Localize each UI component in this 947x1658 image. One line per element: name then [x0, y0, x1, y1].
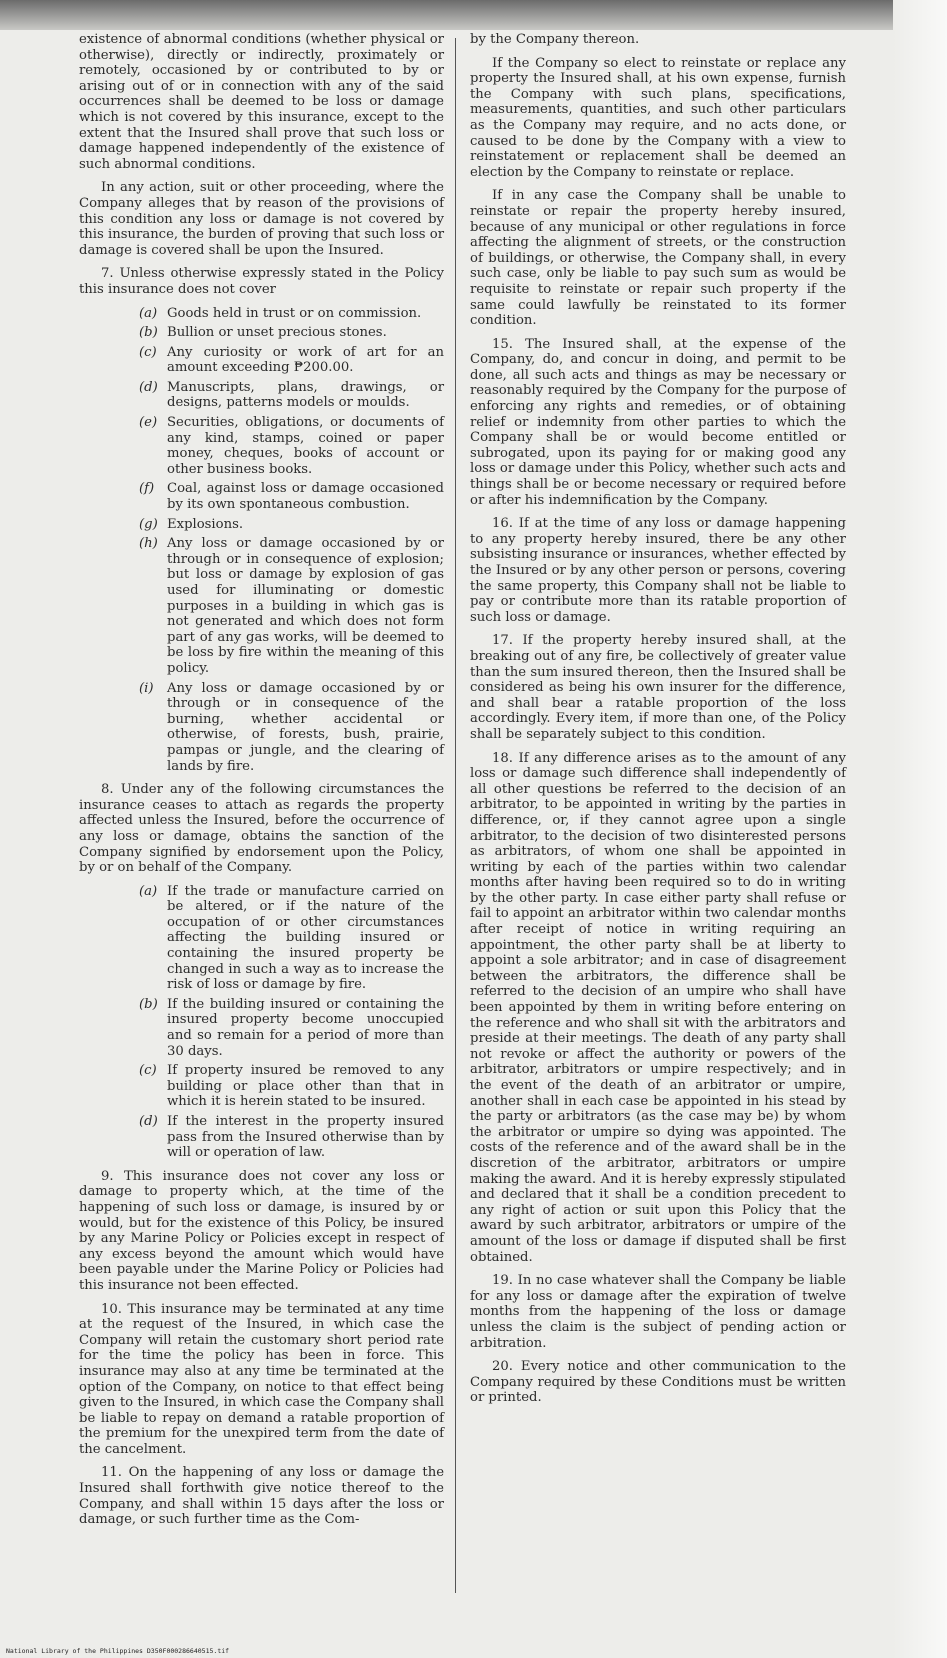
list-item	[79, 884, 444, 993]
list-item	[79, 1114, 444, 1161]
condition-8: 8. Under any of the following circumstances the insurance ceases to attach as regards the property affected unless the Insured, before the occurrence of any loss or damage, obtains the sanction of the Company signified by endorsement upon the Policy, by or on behalf of the Company.	[79, 782, 444, 876]
reinstate-paragraph: If the Company so elect to reinstate or replace any property the Insured shall, at his own expense, furnish the Company with such plans, specifications, measurements, quantities, and such other particulars as the Company may require, and no acts done, or caused to be done by the Company with a view to reinstatement or replacement shall be deemed an election by the Company to reinstate or replace.	[470, 55, 846, 180]
list-item	[79, 517, 444, 533]
continuation-line: by the Company thereon.	[470, 32, 640, 47]
scan-top-shadow	[0, 0, 947, 30]
item-text: Any loss or damage occasioned by or through or in consequence of the burning, whether accidental or otherwise, of forests, bush, prairie, pampas or jungle, and the clearing of lands by fire.	[167, 680, 444, 774]
item-text: If the building insured or containing the insured property become unoccupied and so remain for a period of more than 30 days.	[167, 996, 444, 1059]
item-label: (c)	[139, 1063, 157, 1079]
condition-11: 11. On the happening of any loss or damage the Insured shall forthwith give notice thereof to the Company, and shall within 15 days after the loss or damage, or such further time as the Com-	[79, 1465, 444, 1528]
item-text: If property insured be removed to any building or place other than that in which it is herein stated to be insured.	[167, 1063, 444, 1110]
item-text: Bullion or unset precious stones.	[167, 325, 387, 341]
burden-of-proof-paragraph: In any action, suit or other proceeding, where the Company alleges that by reason of the provisions of this condition any loss or damage is not covered by this insurance, the burden of proving that such loss or damage is covered shall be upon the Insured.	[79, 180, 444, 258]
list-item	[79, 415, 444, 477]
condition-7-list	[79, 306, 444, 775]
item-label: (g)	[139, 516, 158, 532]
scan-footer-caption: National Library of the Philippines D350F000286640515.tif	[6, 1647, 230, 1655]
list-item	[79, 345, 444, 376]
item-text: Explosions.	[167, 516, 244, 532]
left-column	[79, 32, 444, 1536]
item-label: (c)	[139, 344, 157, 360]
item-label: (d)	[139, 1114, 158, 1129]
item-label: (b)	[139, 996, 158, 1012]
list-item	[79, 997, 444, 1059]
condition-18: 18. If any difference arises as to the amount of any loss or damage such difference shall independently of all other questions be referred to the decision of an arbitrator, to be appointed in writing by the parties in difference, or, if they cannot agree upon a single arbitrator, to the decision of two disinterested persons as arbitrators, of whom one shall be appointed in writing by each of the parties within two calendar months after having been required so to do in writing by the other party. In case either party shall refuse or fail to appoint an arbitrator within two calendar months after receipt of notice in writing requiring an appointment, the other party shall be at liberty to appoint a sole arbitrator; and in case of disagreement between the arbitrators, the difference shall be referred to the decision of an umpire who shall have been appointed by them in writing before entering on the reference and who shall sit with the arbitrators and preside at their meetings. The death of any party shall not revoke or affect the authority or powers of the arbitrator, arbitrators or umpire respectively; and in the event of the death of an arbitrator or umpire, another shall in each case be appointed in his stead by the party or arbitrators (as the case may be) by whom the arbitrator or umpire so dying was appointed. The costs of the reference and of the award shall be in the discretion of the arbitrator, arbitrators or umpire making the award. And it is hereby expressly stipulated and declared that it shall be a condition precedent to any right of action or suit upon this Policy that the award by such arbitrator, arbitrators or umpire of the amount of the loss or damage if disputed shall be first obtained.	[470, 750, 846, 1265]
item-text: Any curiosity or work of art for an amount exceeding ₱200.00.	[167, 344, 444, 376]
list-item	[79, 681, 444, 775]
item-label: (d)	[139, 379, 158, 395]
scan-right-margin	[893, 0, 947, 1658]
item-text: Manuscripts, plans, drawings, or designs, patterns models or moulds.	[167, 379, 444, 411]
list-item	[79, 380, 444, 411]
intro-paragraph: existence of abnormal conditions (whether physical or otherwise), directly or indirectly, proximately or remotely, occasioned by or contributed to by or arising out of or in connection with any of the said occurrences shall be deemed to be loss or damage which is not covered by this insurance, except to the extent that the Insured shall prove that such loss or damage happened independently of the existence of such abnormal conditions.	[79, 32, 444, 172]
list-item	[79, 1063, 444, 1110]
condition-19: 19. In no case whatever shall the Company be liable for any loss or damage after the expiration of twelve months from the happening of the loss or damage unless the claim is the subject of pending action or arbitration.	[470, 1273, 846, 1351]
item-label: (a)	[139, 883, 158, 899]
list-item	[79, 325, 444, 341]
item-text: Securities, obligations, or documents of any kind, stamps, coined or paper money, cheques, books of account or other business books.	[167, 415, 444, 477]
list-item	[79, 481, 444, 512]
condition-8-list	[79, 884, 444, 1161]
condition-9: 9. This insurance does not cover any loss or damage to property which, at the time of the happening of such loss or damage, is insured by or would, but for the existence of this Policy, be insured by any Marine Policy or Policies except in respect of any excess beyond the amount which would have been payable under the Marine Policy or Policies had this insurance not been effected.	[79, 1168, 444, 1293]
item-text: Any loss or damage occasioned by or through or in consequence of explosion; but loss or damage by explosion of gas used for illuminating or domestic purposes in a building in which gas is not generated and which does not form part of any gas works, will be deemed to be loss by fire within the meaning of this policy.	[167, 536, 444, 676]
item-text: If the interest in the property insured pass from the Insured otherwise than by will or operation of law.	[167, 1114, 444, 1161]
item-label: (e)	[139, 415, 158, 431]
item-label: (a)	[139, 305, 158, 321]
condition-20: 20. Every notice and other communication to the Company required by these Conditions must be written or printed.	[470, 1359, 846, 1406]
item-label: (i)	[139, 680, 154, 696]
list-item	[79, 306, 444, 322]
item-label: (h)	[139, 536, 158, 552]
column-divider	[455, 38, 456, 1593]
list-item	[79, 536, 444, 676]
condition-17: 17. If the property hereby insured shall, at the breaking out of any fire, be collectively of greater value than the sum insured thereon, then the Insured shall be considered as being his own insurer for the difference, and shall bear a ratable proportion of the loss accordingly. Every item, if more than one, of the Policy shall be separately subject to this condition.	[470, 633, 846, 742]
condition-16: 16. If at the time of any loss or damage happening to any property hereby insured, there be any other subsisting insurance or insurances, whether effected by the Insured or by any other person or persons, covering the same property, this Company shall not be liable to pay or contribute more than its ratable proportion of such loss or damage.	[470, 516, 846, 625]
item-label: (b)	[139, 325, 158, 341]
item-label: (f)	[139, 481, 155, 497]
item-text: Goods held in trust or on commission.	[167, 305, 422, 321]
item-text: Coal, against loss or damage occasioned by its own spontaneous combustion.	[167, 481, 444, 513]
condition-15: 15. The Insured shall, at the expense of the Company, do, and concur in doing, and permit to be done, all such acts and things as may be necessary or reasonably required by the Company for the purpose of enforcing any rights and remedies, or of obtaining relief or indemnity from other parties to which the Company shall be or would become entitled or subrogated, upon its paying for or making good any loss or damage under this Policy, whether such acts and things shall be or become necessary or required before or after his indemnification by the Company.	[470, 336, 846, 508]
item-text: If the trade or manufacture carried on be altered, or if the nature of the occupation of or other circumstances affecting the building insured or containing the insured property be changed in such a way as to increase the risk of loss or damage by fire.	[167, 883, 444, 993]
unable-to-reinstate-paragraph: If in any case the Company shall be unable to reinstate or repair the property hereby insured, because of any municipal or other regulations in force affecting the alignment of streets, or the construction of buildings, or otherwise, the Company shall, in every such case, only be liable to pay such sum as would be requisite to reinstate or repair such property if the same could lawfully be reinstated to its former condition.	[470, 188, 846, 329]
condition-7: 7. Unless otherwise expressly stated in the Policy this insurance does not cover	[79, 266, 444, 297]
right-column	[470, 32, 846, 1414]
condition-10: 10. This insurance may be terminated at any time at the request of the Insured, in which case the Company will retain the customary short period rate for the time the policy has been in force. This insurance may also at any time be terminated at the option of the Company, on notice to that effect being given to the Insured, in which case the Company shall be liable to repay on demand a ratable proportion of the premium for the unexpired term from the date of the cancelment.	[79, 1301, 444, 1457]
